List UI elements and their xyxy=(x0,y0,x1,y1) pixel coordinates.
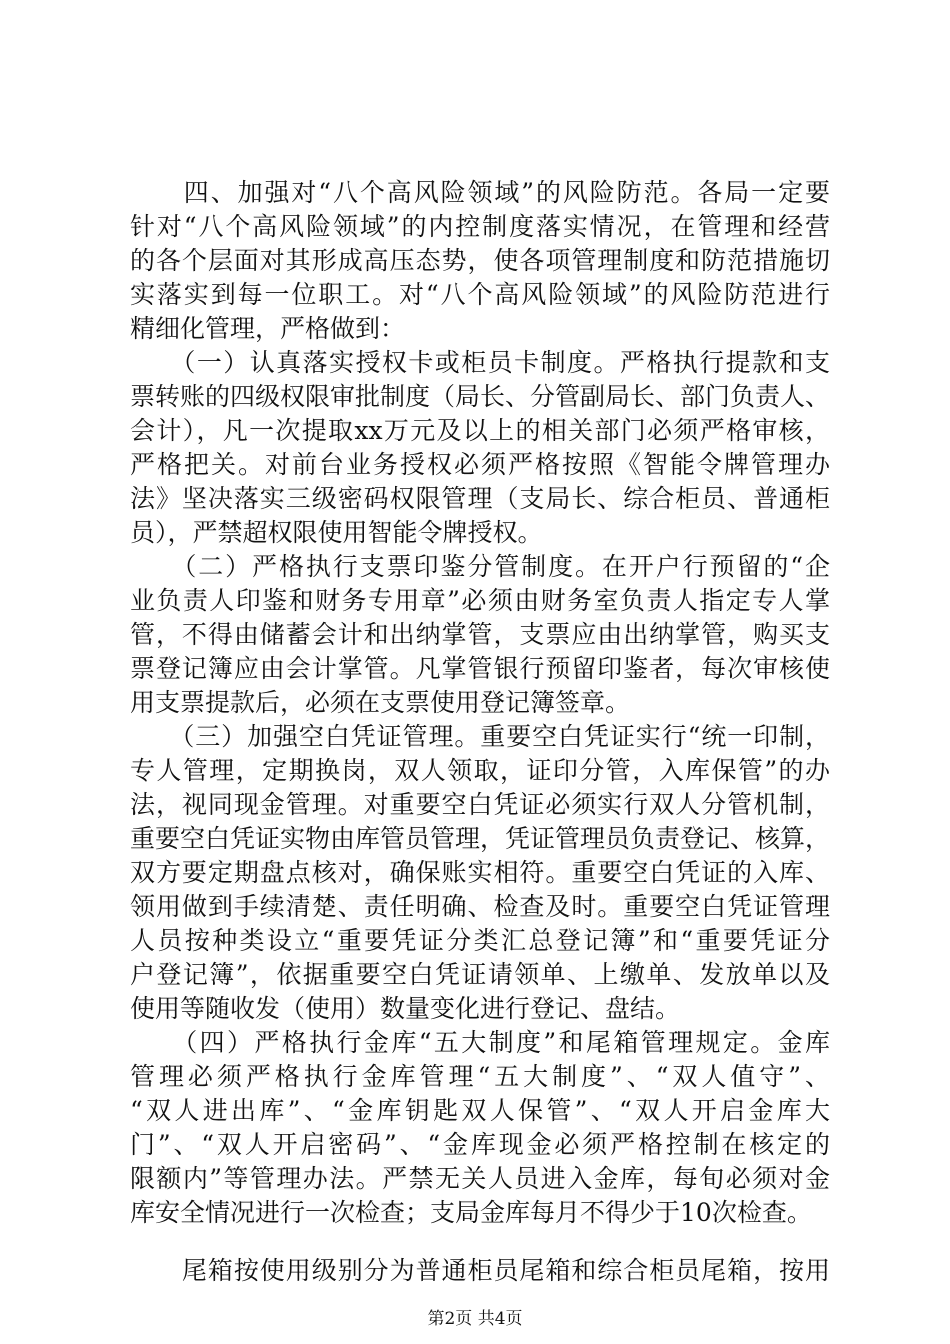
text-line: 法》坚决落实三级密码权限管理（支局长、综合柜员、普通柜 xyxy=(130,484,830,513)
text-line: 会计），凡一次提取xx万元及以上的相关部门必须严格审核， xyxy=(130,416,830,445)
text-line: 双方要定期盘点核对，确保账实相符。重要空白凭证的入库、 xyxy=(130,858,830,887)
text-line: 专人管理，定期换岗，双人领取，证印分管，入库保管”的办 xyxy=(130,756,830,785)
text-line: 针对“八个高风险领域”的内控制度落实情况，在管理和经营 xyxy=(130,212,830,241)
text-line: 领用做到手续清楚、责任明确、检查及时。重要空白凭证管理 xyxy=(130,892,830,921)
text-line: 四、加强对“八个高风险领域”的风险防范。各局一定要 xyxy=(130,178,830,207)
text-line: （四）严格执行金库“五大制度”和尾箱管理规定。金库 xyxy=(130,1028,830,1057)
text-line: 库安全情况进行一次检查；支局金库每月不得少于10次检查。 xyxy=(130,1198,812,1227)
text-line: 票登记簿应由会计掌管。凡掌管银行预留印鉴者，每次审核使 xyxy=(130,654,830,683)
page-number-footer: 第2页 共4页 xyxy=(427,1309,523,1329)
text-line: 的各个层面对其形成高压态势，使各项管理制度和防范措施切 xyxy=(130,246,830,275)
text-line: 精细化管理，严格做到： xyxy=(130,314,406,343)
text-line: 员），严禁超权限使用智能令牌授权。 xyxy=(130,518,543,547)
text-line: 法，视同现金管理。对重要空白凭证必须实行双人分管机制， xyxy=(130,790,830,819)
text-line: （三）加强空白凭证管理。重要空白凭证实行“统一印制， xyxy=(130,722,830,751)
text-line: 尾箱按使用级别分为普通柜员尾箱和综合柜员尾箱，按用 xyxy=(130,1256,830,1285)
text-line: 限额内”等管理办法。严禁无关人员进入金库，每旬必须对金 xyxy=(130,1164,830,1193)
text-line: 管理必须严格执行金库管理“五大制度”、“双人值守”、 xyxy=(130,1062,830,1091)
text-line: 人员按种类设立“重要凭证分类汇总登记簿”和“重要凭证分 xyxy=(130,926,830,955)
text-line: 实落实到每一位职工。对“八个高风险领域”的风险防范进行 xyxy=(130,280,830,309)
text-line: 票转账的四级权限审批制度（局长、分管副局长、部门负责人、 xyxy=(130,382,830,411)
text-line: “双人进出库”、“金库钥匙双人保管”、“双人开启金库大 xyxy=(130,1096,830,1125)
text-line: 门”、“双人开启密码”、“金库现金必须严格控制在核定的 xyxy=(130,1130,830,1159)
text-line: 使用等随收发（使用）数量变化进行登记、盘结。 xyxy=(130,994,681,1023)
text-line: 管，不得由储蓄会计和出纳掌管，支票应由出纳掌管，购买支 xyxy=(130,620,830,649)
text-line: 业负责人印鉴和财务专用章”必须由财务室负责人指定专人掌 xyxy=(130,586,830,615)
text-line: 严格把关。对前台业务授权必须严格按照《智能令牌管理办 xyxy=(130,450,830,479)
text-line: （一）认真落实授权卡或柜员卡制度。严格执行提款和支 xyxy=(130,348,830,377)
text-line: 户登记簿”，依据重要空白凭证请领单、上缴单、发放单以及 xyxy=(130,960,830,989)
text-line: 用支票提款后，必须在支票使用登记簿签章。 xyxy=(130,688,631,717)
text-line: 重要空白凭证实物由库管员管理，凭证管理员负责登记、核算， xyxy=(130,824,830,853)
text-line: （二）严格执行支票印鉴分管制度。在开户行预留的“企 xyxy=(130,552,830,581)
